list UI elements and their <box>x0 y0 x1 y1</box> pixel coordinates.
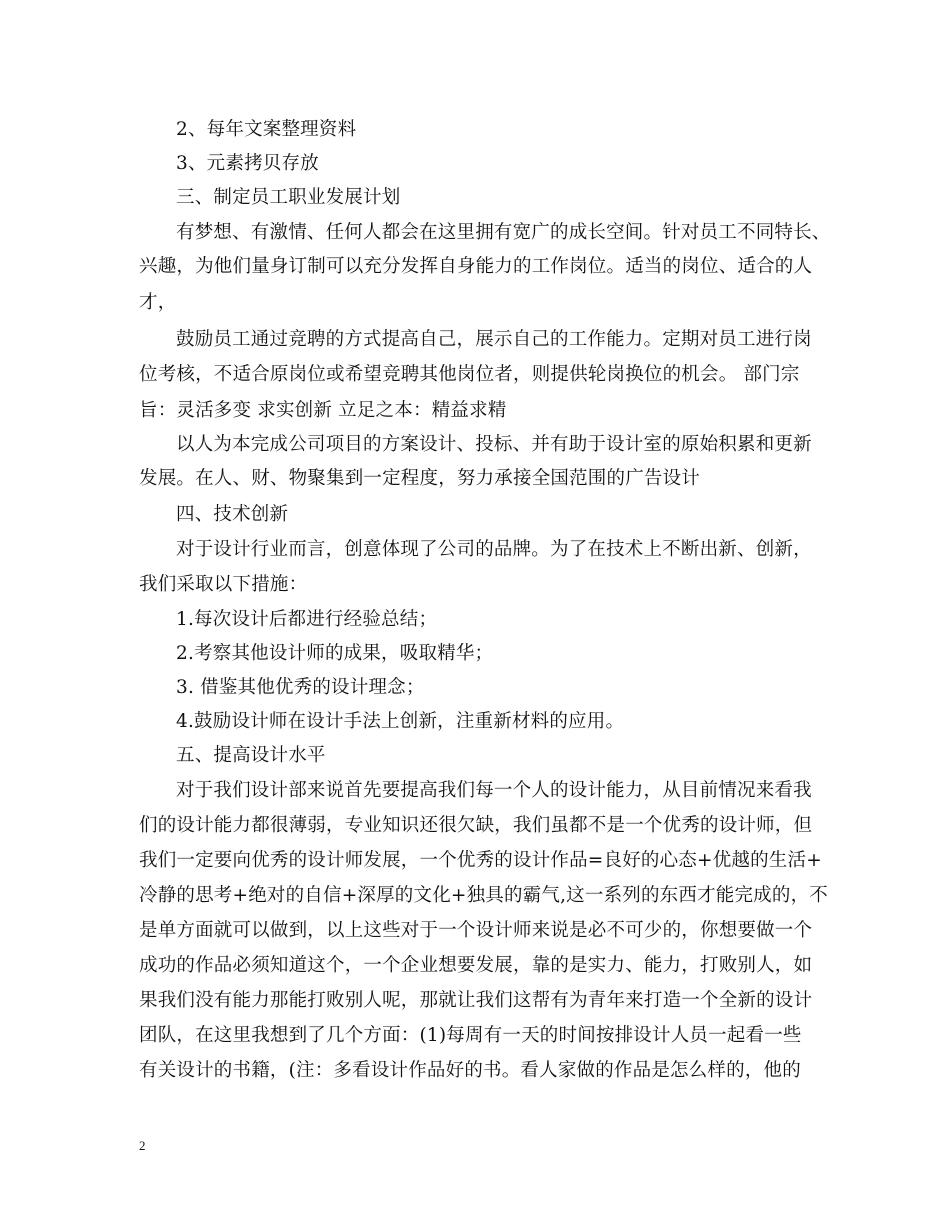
text-line: 果我们没有能力那能打败别人呢，那就让我们这帮有为青年来打造一个全新的设计 <box>139 990 813 1011</box>
text-line: 发展。在人、财、物聚集到一定程度，努力承接全国范围的广告设计 <box>139 468 701 489</box>
text-line: 兴趣，为他们量身订制可以充分发挥自身能力的工作岗位。适当的岗位、适合的人 <box>139 256 813 277</box>
text-line: 有梦想、有激情、任何人都会在这里拥有宽广的成长空间。针对员工不同特长、 <box>176 222 831 243</box>
text-line: 旨：灵活多变 求实创新 立足之本：精益求精 <box>139 400 507 421</box>
text-line: 对于设计行业而言，创意体现了公司的品牌。为了在技术上不断出新、创新， <box>176 539 812 560</box>
text-line: 鼓励员工通过竞聘的方式提高自己，展示自己的工作能力。定期对员工进行岗 <box>176 329 812 350</box>
text-line: 们的设计能力都很薄弱，专业知识还很欠缺，我们虽都不是一个优秀的设计师，但 <box>139 815 813 836</box>
text-line: 有关设计的书籍，(注：多看设计作品好的书。看人家做的作品是怎么样的，他的 <box>139 1060 801 1081</box>
text-line: 才， <box>139 292 177 313</box>
section-heading: 三、制定员工职业发展计划 <box>176 187 401 208</box>
text-line: 对于我们设计部来说首先要提高我们每一个人的设计能力，从目前情况来看我 <box>176 780 812 801</box>
text-line: 2、每年文案整理资料 <box>176 119 357 140</box>
text-line: 3、元素拷贝存放 <box>176 153 319 174</box>
section-heading: 四、技术创新 <box>176 504 289 525</box>
text-line: 我们采取以下措施： <box>139 574 308 595</box>
list-item: 2.考察其他设计师的成果，吸取精华； <box>176 643 494 664</box>
text-line: 位考核，不适合原岗位或希望竞聘其他岗位者，则提供轮岗换位的机会。 部门宗 <box>139 364 800 385</box>
text-line: 以人为本完成公司项目的方案设计、投标、并有助于设计室的原始积累和更新 <box>176 434 812 455</box>
text-line: 我们一定要向优秀的设计师发展，一个优秀的设计作品=良好的心态+优越的生活+ <box>139 850 822 871</box>
page-number: 2 <box>139 1138 146 1153</box>
list-item: 4.鼓励设计师在设计手法上创新，注重新材料的应用。 <box>176 711 625 732</box>
text-line: 是单方面就可以做到，以上这些对于一个设计师来说是必不可少的，你想要做一个 <box>139 920 813 941</box>
text-line: 团队，在这里我想到了几个方面：(1)每周有一天的时间按排设计人员一起看一些 <box>139 1025 802 1046</box>
text-line: 成功的作品必须知道这个，一个企业想要发展，靠的是实力、能力，打败别人，如 <box>139 955 813 976</box>
text-line: 冷静的思考+绝对的自信+深厚的文化+独具的霸气,这一系列的东西才能完成的，不 <box>139 885 828 906</box>
section-heading: 五、提高设计水平 <box>176 745 326 766</box>
list-item: 1.每次设计后都进行经验总结； <box>176 609 438 630</box>
list-item: 3. 借鉴其他优秀的设计理念； <box>176 677 425 698</box>
